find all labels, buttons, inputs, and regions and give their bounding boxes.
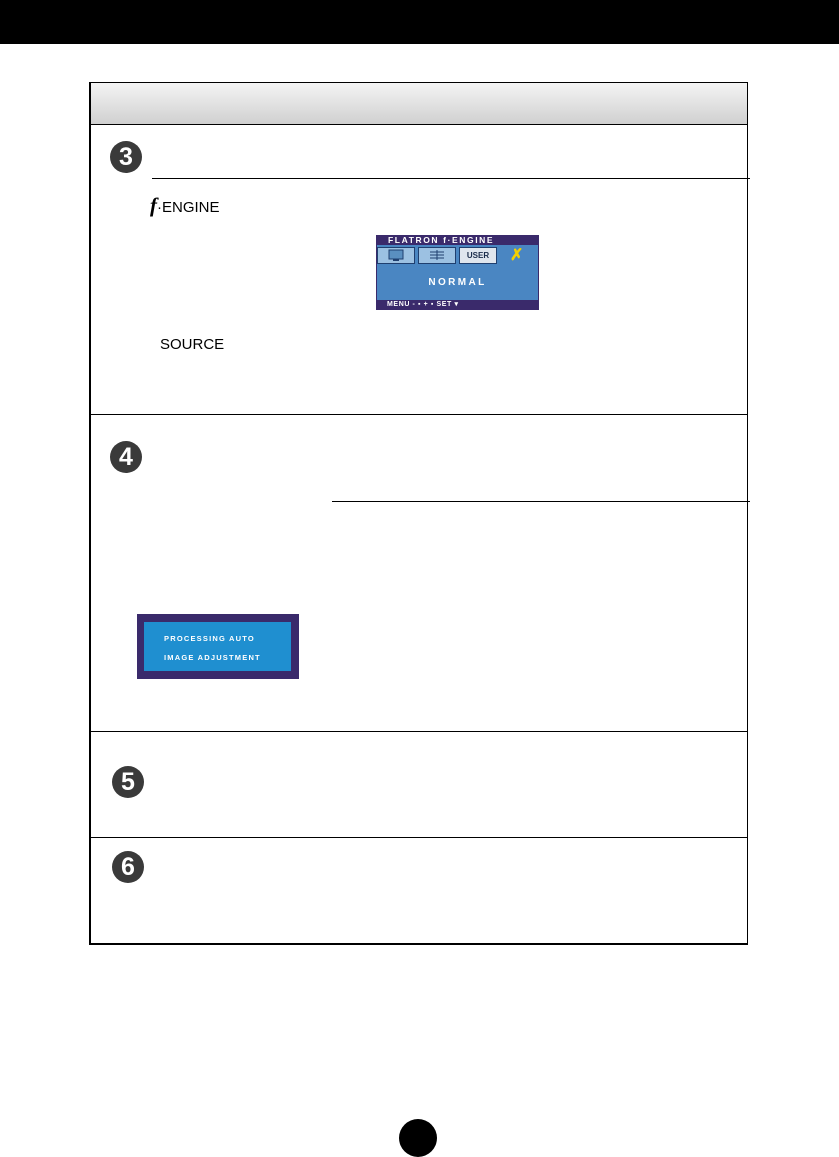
section-4-number: 4 xyxy=(110,441,142,473)
source-label: SOURCE xyxy=(160,336,225,353)
osd-body xyxy=(377,245,538,300)
fengine-osd xyxy=(376,235,539,310)
fengine-text: ·ENGINE xyxy=(157,199,220,216)
divider-3-4 xyxy=(91,414,748,415)
controls-panel xyxy=(89,82,748,945)
osd-title: FLATRON f·ENGINE xyxy=(388,235,495,245)
fengine-label xyxy=(150,193,220,218)
exit-icon: ✗ xyxy=(510,247,524,264)
osd-adjustment-line: IMAGE ADJUSTMENT xyxy=(164,653,261,662)
text-mode-icon xyxy=(418,247,456,264)
page-number-badge xyxy=(399,1119,437,1157)
top-black-bar xyxy=(0,0,839,44)
section-6-number: 6 xyxy=(112,851,144,883)
osd-footer: MENU - ▪ + ▪ SET ▾ xyxy=(387,301,459,308)
monitor-icon xyxy=(377,247,415,264)
fengine-f-glyph: f xyxy=(150,193,157,217)
auto-adjust-osd-body xyxy=(144,622,291,671)
section-3-underline xyxy=(152,178,750,179)
divider-5-6 xyxy=(91,837,748,838)
section-3-number: 3 xyxy=(110,141,142,173)
divider-4-5 xyxy=(91,731,748,732)
user-tab: USER xyxy=(459,247,497,264)
osd-mode: NORMAL xyxy=(428,277,487,288)
section-5-number: 5 xyxy=(112,766,144,798)
auto-adjust-osd xyxy=(137,614,299,679)
panel-header xyxy=(91,83,747,125)
section-4-underline xyxy=(332,501,750,502)
osd-processing-line: PROCESSING AUTO xyxy=(164,634,255,643)
